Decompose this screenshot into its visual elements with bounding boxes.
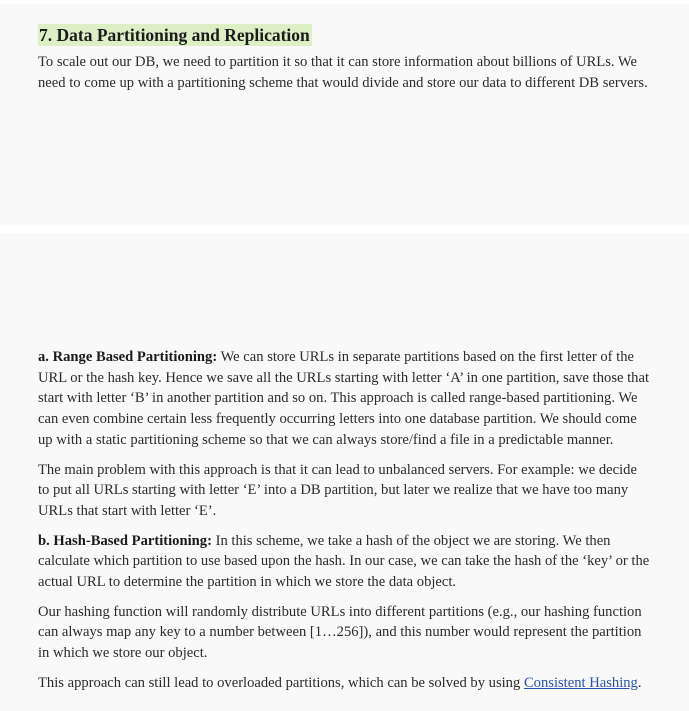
page-bottom: [0, 233, 689, 711]
range-based-paragraph: [38, 347, 651, 451]
hash-distribution-paragraph: Our hashing function will randomly distribute URLs into different partitions (e.g., our hashing function can always map any key to a number between [1…256]), and this number would represent the partition in which we store our object.: [38, 603, 642, 662]
page-top: [0, 4, 689, 225]
consistent-hashing-link[interactable]: Consistent Hashing: [523, 674, 638, 691]
intro-paragraph: To scale out our DB, we need to partition it so that it can store information about billions of URLs. We need to come up with a partitioning scheme that would divide and store our data to different DB servers.: [38, 54, 648, 91]
range-based-problem-paragraph: The main problem with this approach is that it can lead to unbalanced servers. For example: we decide to put all URLs starting with letter ‘E’ into a DB partition, but later we realize that we have too many URLs that start with letter ‘E’.: [38, 461, 637, 519]
overload-text: This approach can still lead to overloaded partitions, which can be solved by using: [38, 674, 524, 691]
section-heading: 7. Data Partitioning and Replication: [39, 25, 310, 45]
range-based-label: a. Range Based Partitioning:: [38, 349, 218, 365]
hash-based-paragraph: [38, 531, 651, 593]
overload-trailing: .: [637, 674, 642, 691]
hash-based-label: b. Hash-Based Partitioning:: [38, 532, 212, 549]
range-based-text: We can store URLs in separate partitions based on the first letter of the URL or the hash key. Hence we save all the URLs starting with letter ‘A’ in one partition, save those that start with letter ‘B’ in another partition and so on. This approach is called range-based partitioning. We can even combine certain less frequently occurring letters into one database partition. We should come up with a static partitioning scheme so that we can always store/find a file in a predictable manner.: [38, 349, 650, 448]
overload-paragraph: [38, 673, 651, 694]
hash-based-text: In this scheme, we take a hash of the object we are storing. We then calculate which partition to use based upon the hash. In our case, we can take the hash of the ‘key’ or the actual URL to determine the partition in which we store the data object.: [38, 532, 650, 591]
